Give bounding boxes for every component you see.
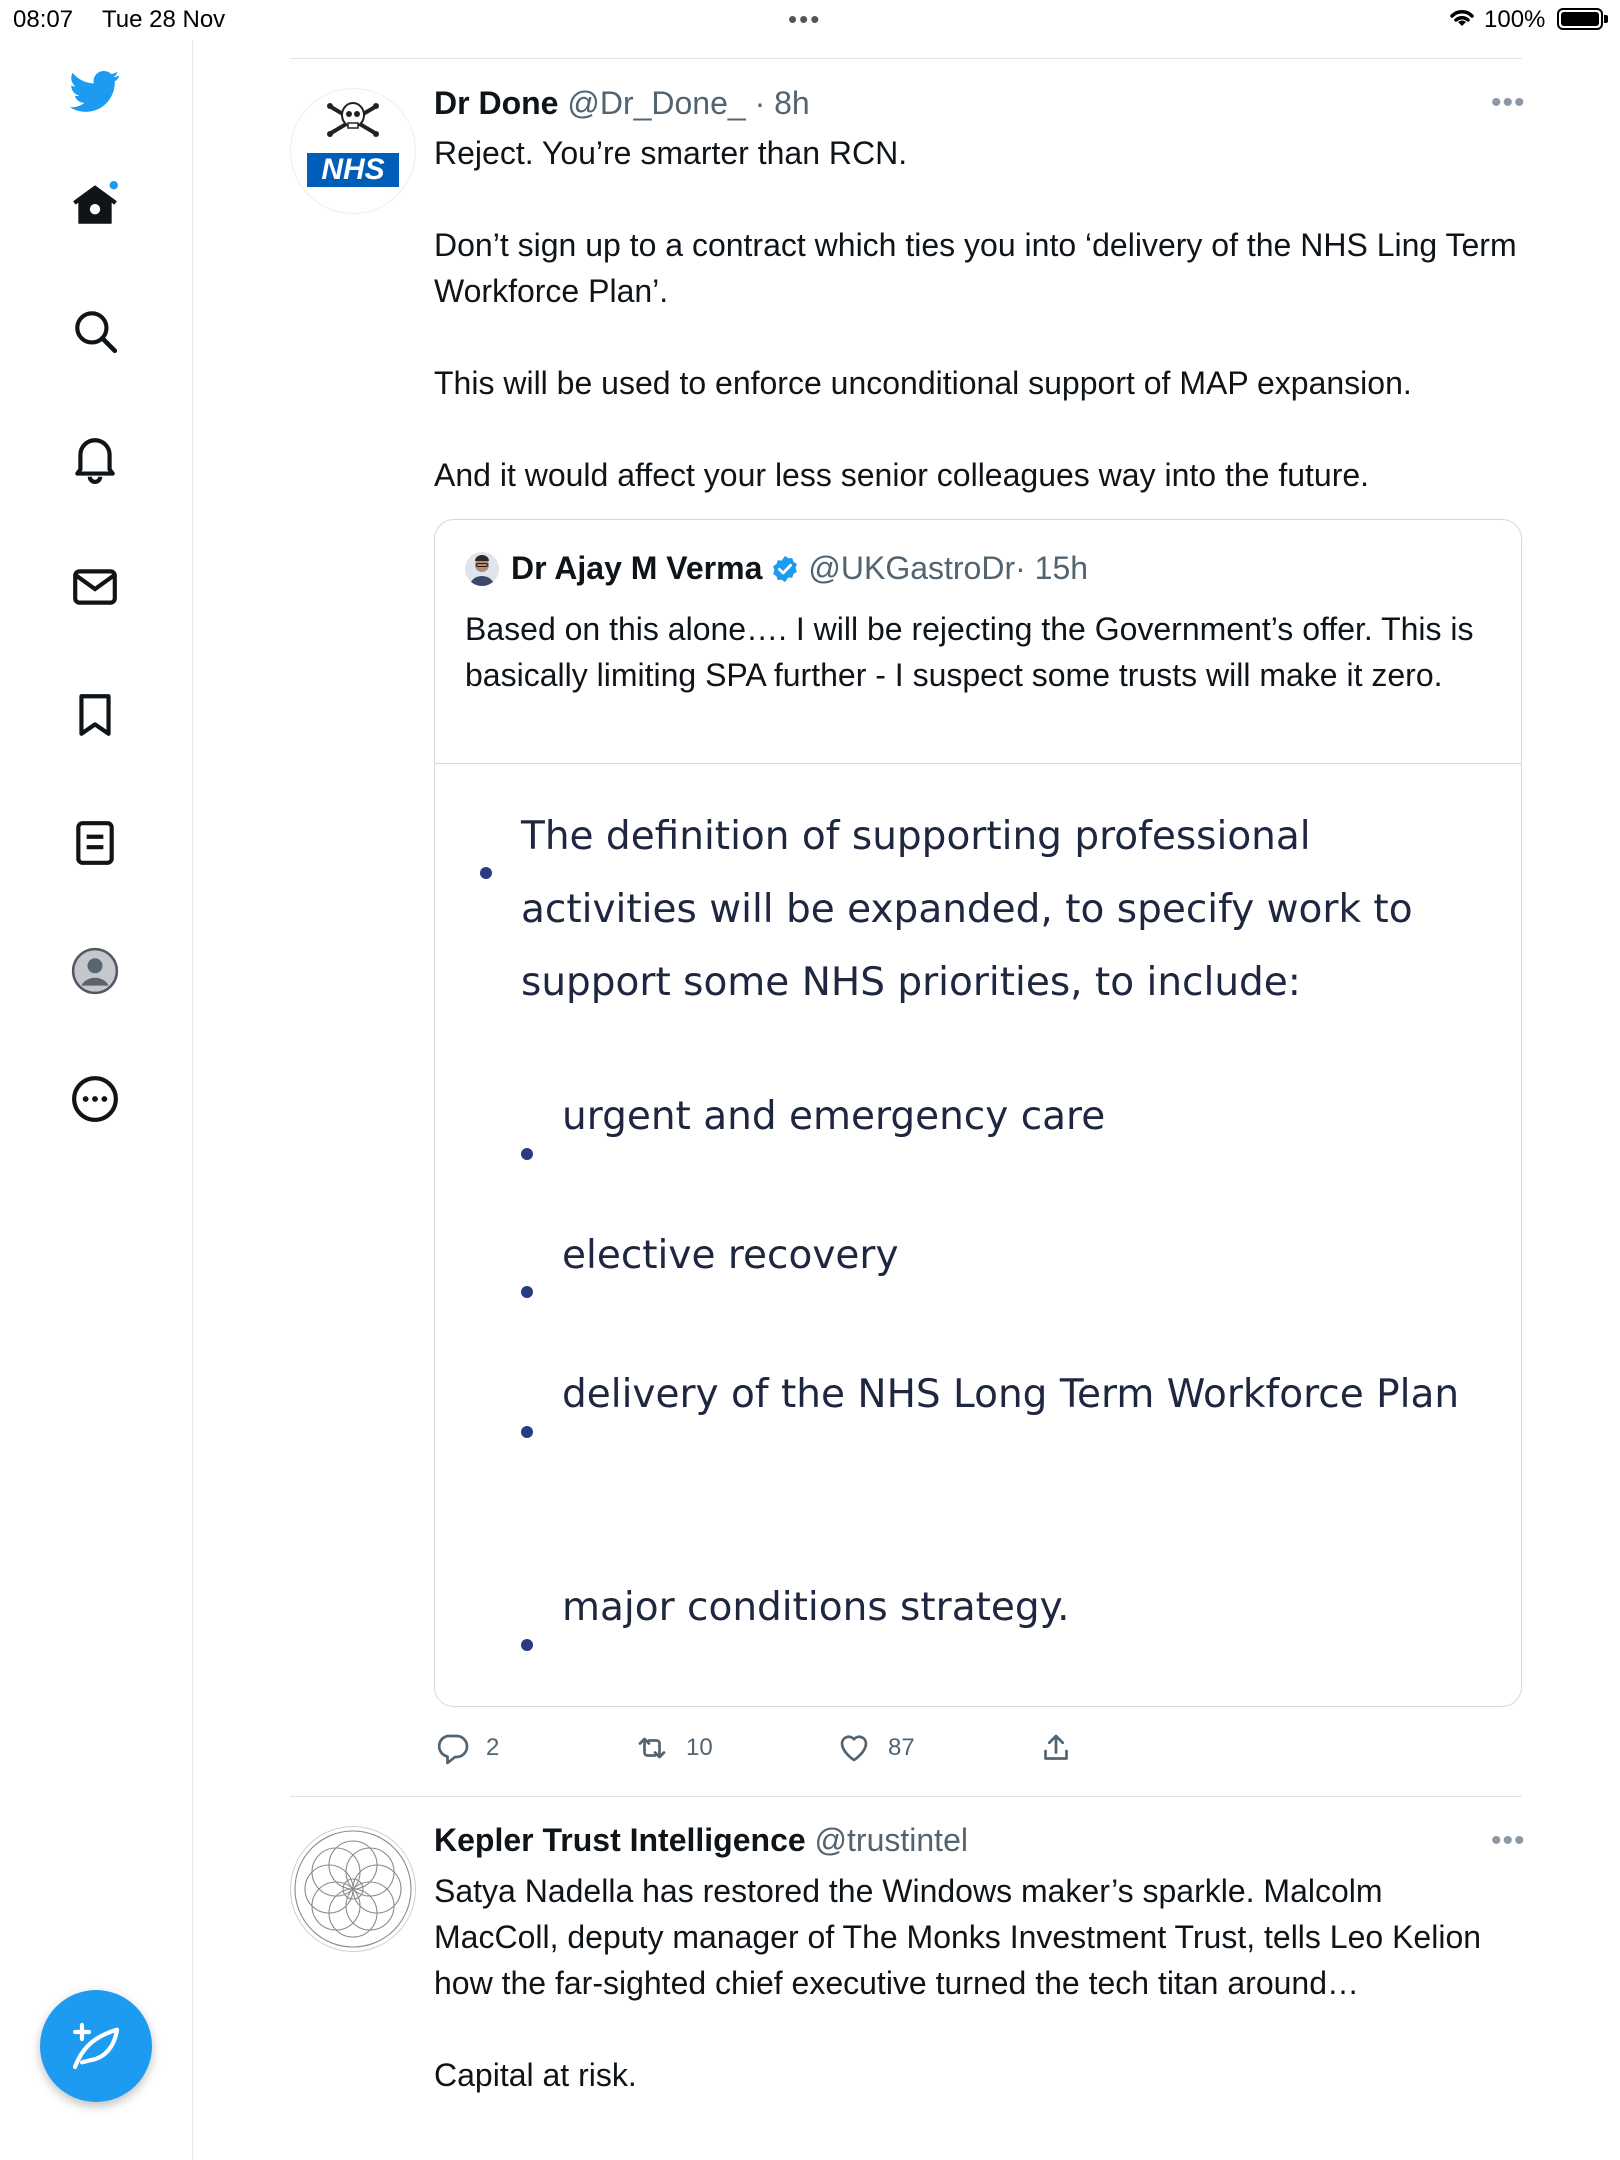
share-icon bbox=[1038, 1730, 1074, 1766]
retweet-button[interactable] bbox=[634, 1730, 713, 1766]
sidebar bbox=[0, 40, 193, 2160]
bullet bbox=[521, 1639, 533, 1651]
author-name[interactable]: Kepler Trust Intelligence bbox=[434, 1822, 806, 1858]
wifi-icon bbox=[1447, 6, 1477, 37]
author-handle[interactable]: @Dr_Done_ bbox=[567, 85, 746, 121]
lists-icon[interactable] bbox=[66, 814, 124, 872]
skull-crossbones-nhs-logo bbox=[291, 89, 415, 213]
quoted-tweet-time: · 15h bbox=[1015, 550, 1089, 586]
sub-bullet-text: elective recovery bbox=[562, 1233, 899, 1278]
status-time: 08:07 bbox=[13, 6, 74, 33]
tweet-more-button[interactable]: ••• bbox=[1491, 1824, 1526, 1857]
tweet-header bbox=[434, 1822, 968, 1859]
notifications-bell-icon[interactable] bbox=[66, 430, 124, 488]
twitter-logo-icon[interactable] bbox=[66, 62, 124, 120]
home-icon[interactable] bbox=[66, 176, 124, 234]
compose-feather-icon bbox=[68, 2018, 124, 2074]
feed-top-divider bbox=[290, 58, 1522, 59]
battery-icon bbox=[1557, 8, 1603, 30]
search-icon[interactable] bbox=[66, 302, 124, 360]
avatar[interactable] bbox=[290, 1826, 416, 1952]
tweet-text bbox=[434, 130, 1524, 498]
quoted-avatar bbox=[465, 552, 499, 586]
reply-button[interactable] bbox=[434, 1730, 499, 1766]
sub-bullet-text: major conditions strategy. bbox=[562, 1585, 1070, 1630]
author-handle[interactable]: @trustintel bbox=[814, 1822, 968, 1858]
tweet-paragraph: Don’t sign up to a contract which ties you into ‘delivery of the NHS Ling Term Workforce Plan’. bbox=[434, 227, 1517, 309]
kepler-logo-icon bbox=[291, 1827, 415, 1951]
tweet-text bbox=[434, 1868, 1514, 2098]
battery-percent: 100% bbox=[1484, 6, 1546, 33]
sub-bullet-text: delivery of the NHS Long Term Workforce Plan bbox=[562, 1372, 1460, 1417]
bullet bbox=[521, 1286, 533, 1298]
status-date: Tue 28 Nov bbox=[102, 6, 226, 33]
tweet-paragraph: Reject. You’re smarter than RCN. bbox=[434, 135, 908, 171]
main-bullet-text: The definition of supporting professional activities will be expanded, to specify work to support some NHS priorities, to include: bbox=[521, 814, 1413, 1005]
reply-count: 2 bbox=[486, 1734, 500, 1761]
verified-badge-icon bbox=[770, 554, 800, 584]
tweet-paragraph: Satya Nadella has restored the Windows maker’s sparkle. Malcolm MacColl, deputy manager of The Monks Investment Trust, tells Leo Kelion how the far-sighted chief executive turned the tech titan around… bbox=[434, 1873, 1482, 2001]
share-button[interactable] bbox=[1038, 1730, 1090, 1766]
like-button[interactable] bbox=[836, 1730, 915, 1766]
retweet-count: 10 bbox=[686, 1734, 713, 1761]
bullet bbox=[480, 867, 492, 879]
heart-icon bbox=[836, 1730, 872, 1766]
avatar-logo-text: NHS bbox=[321, 153, 385, 186]
author-name[interactable]: Dr Done bbox=[434, 85, 559, 121]
tweet-time[interactable]: · 8h bbox=[745, 85, 810, 121]
quoted-author-name: Dr Ajay M Verma bbox=[511, 550, 763, 586]
tweet-actions bbox=[434, 1730, 1134, 1770]
multitasking-handle[interactable]: ••• bbox=[788, 4, 822, 34]
tweet-more-button[interactable]: ••• bbox=[1491, 86, 1526, 119]
tweet-paragraph: Capital at risk. bbox=[434, 2057, 637, 2093]
quoted-tweet-text: Based on this alone…. I will be rejecting the Government’s offer. This is basically limiting SPA further - I suspect some trusts will make it zero. bbox=[465, 611, 1474, 693]
sub-bullet-text: urgent and emergency care bbox=[562, 1094, 1106, 1139]
quoted-tweet-image[interactable] bbox=[435, 763, 1522, 1707]
bullet bbox=[521, 1148, 533, 1160]
quoted-tweet[interactable] bbox=[434, 519, 1522, 1707]
more-options-icon[interactable] bbox=[66, 1070, 124, 1128]
messages-envelope-icon[interactable] bbox=[66, 558, 124, 616]
tweet-paragraph: And it would affect your less senior colleagues way into the future. bbox=[434, 457, 1370, 493]
retweet-icon bbox=[634, 1730, 670, 1766]
tweet-header bbox=[434, 85, 810, 122]
status-bar bbox=[0, 0, 1620, 40]
quoted-author-handle: @UKGastroDr bbox=[808, 550, 1016, 586]
avatar[interactable] bbox=[290, 88, 416, 214]
bullet bbox=[521, 1426, 533, 1438]
like-count: 87 bbox=[888, 1734, 915, 1761]
tweet-paragraph: This will be used to enforce unconditional support of MAP expansion. bbox=[434, 365, 1412, 401]
reply-icon bbox=[434, 1730, 470, 1766]
profile-avatar-icon[interactable] bbox=[66, 942, 124, 1000]
quoted-tweet-header bbox=[465, 550, 1088, 587]
compose-tweet-button[interactable] bbox=[40, 1990, 152, 2102]
bookmarks-icon[interactable] bbox=[66, 686, 124, 744]
tweet-divider bbox=[290, 1796, 1522, 1797]
